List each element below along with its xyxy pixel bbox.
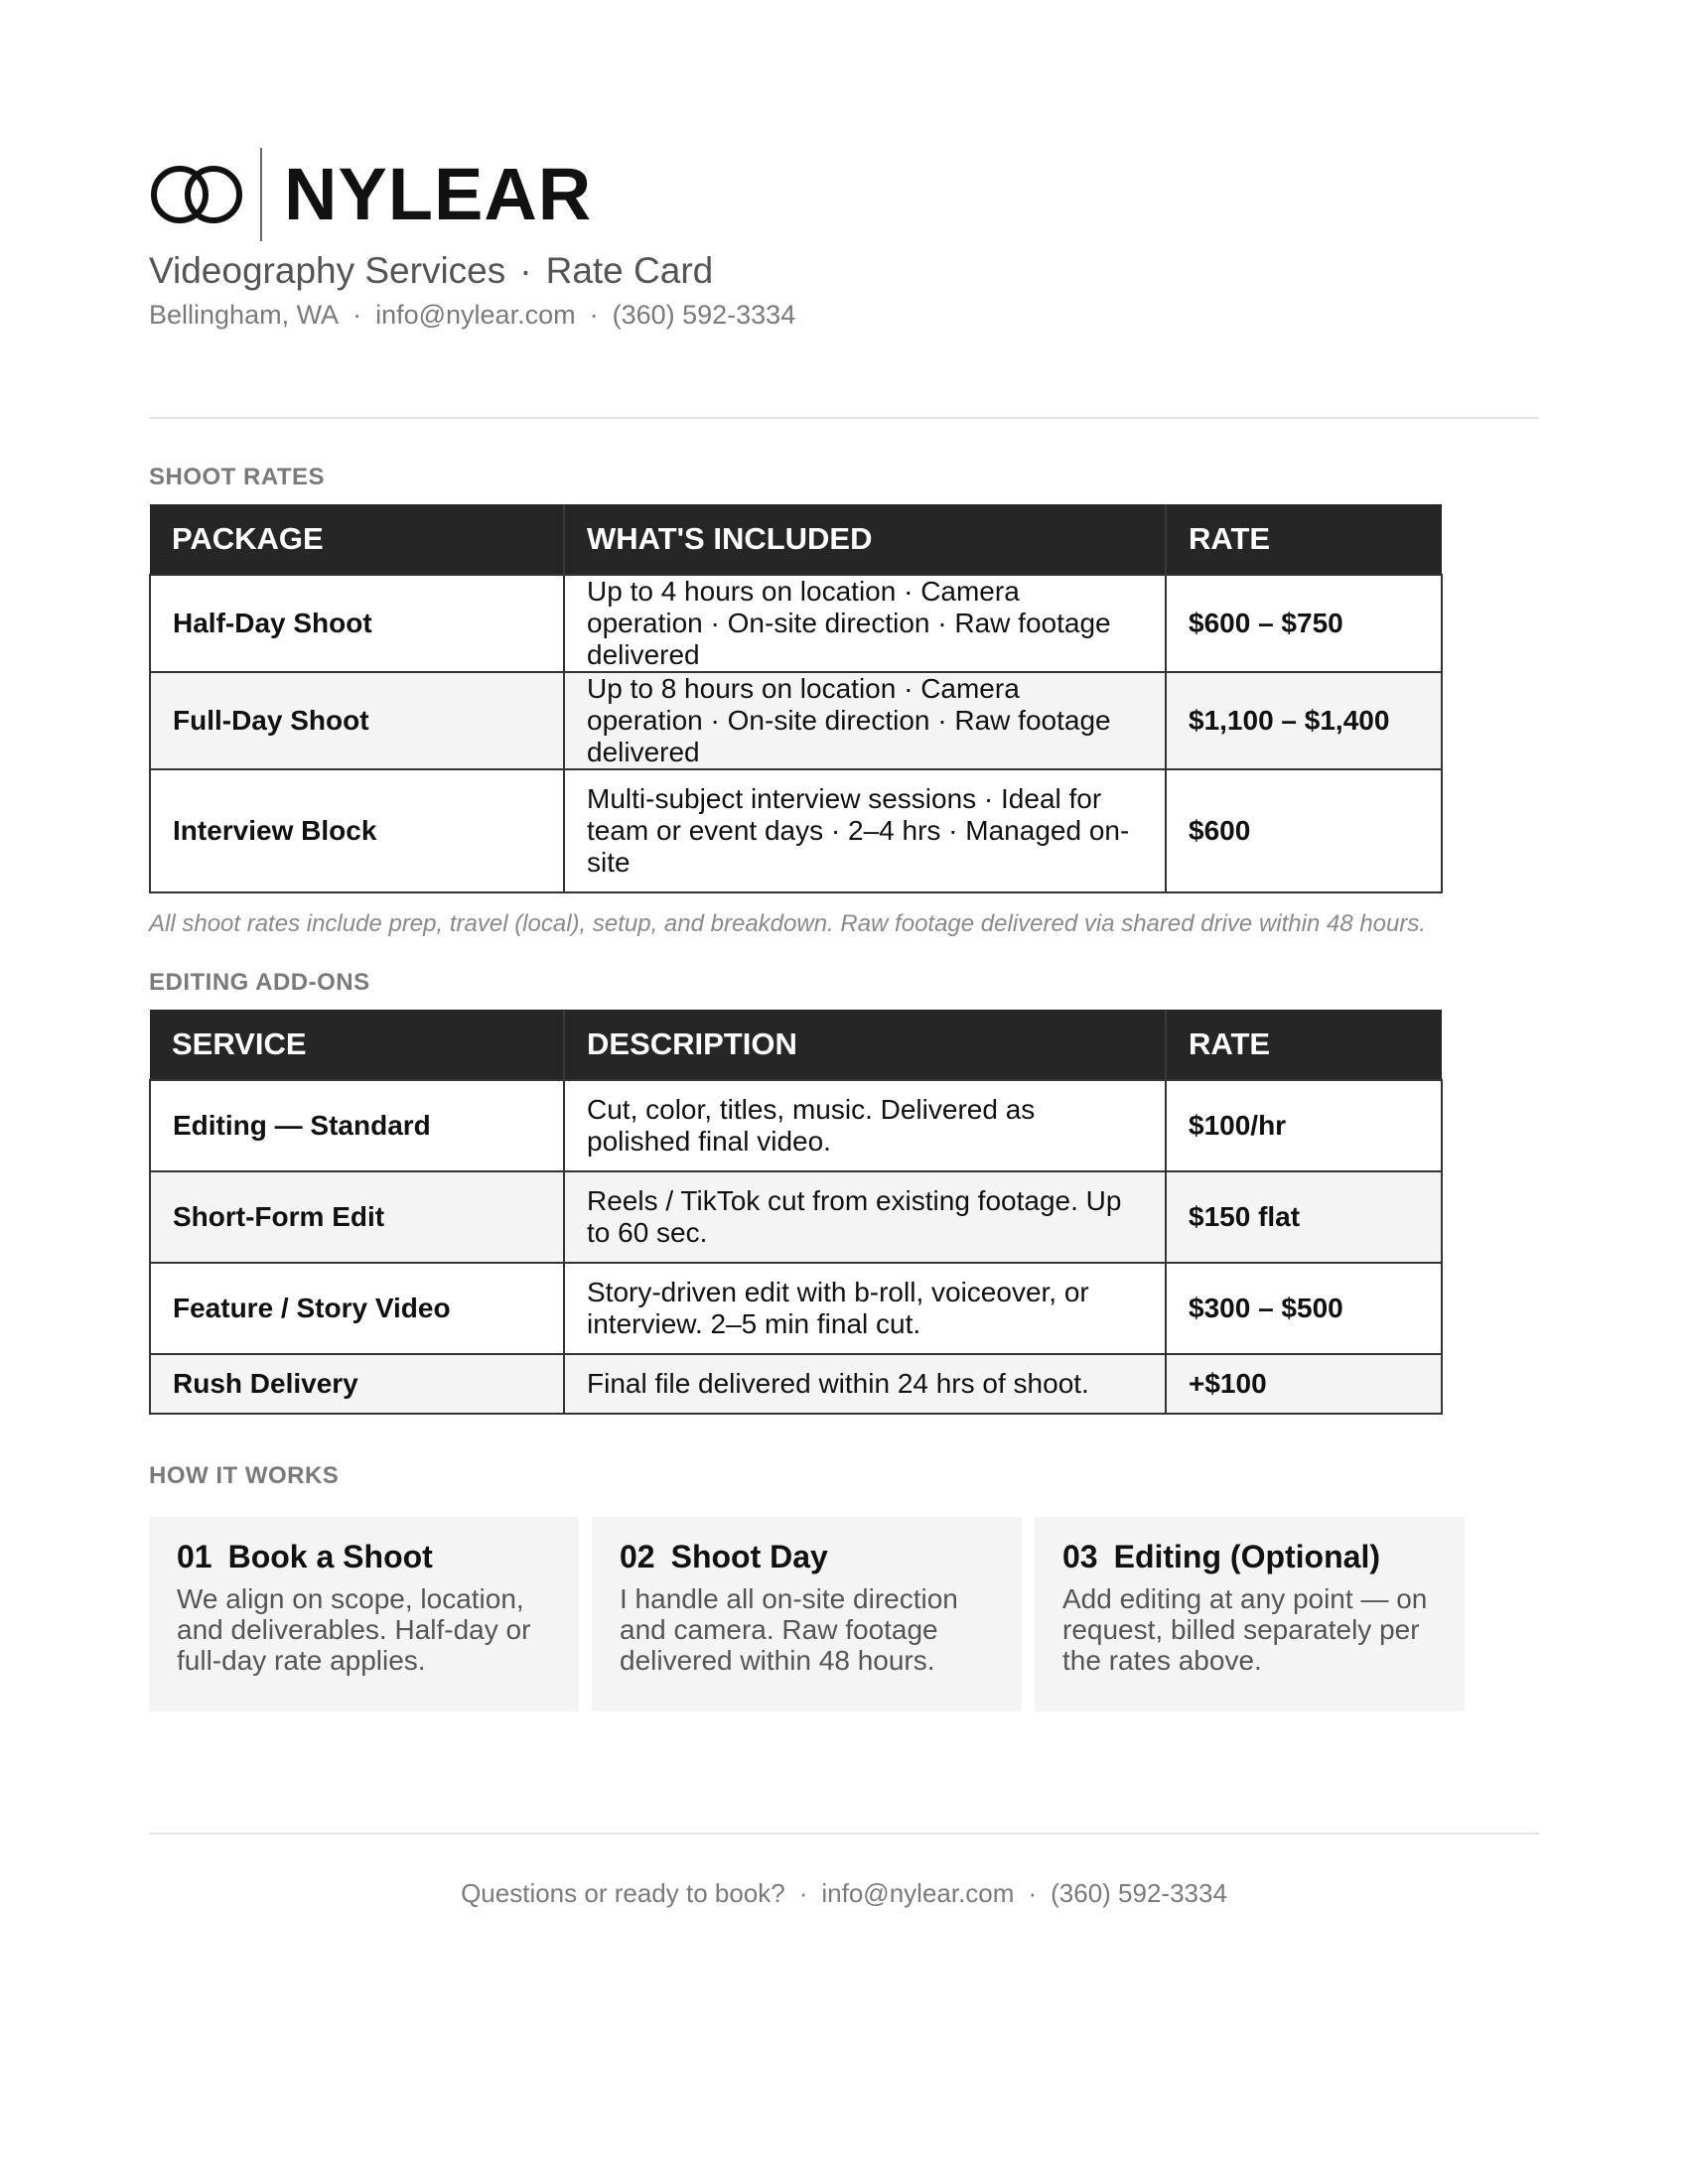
service-rate: +$100 [1166,1354,1442,1414]
logo-divider [260,148,262,241]
divider [149,1833,1539,1835]
step-title [1062,1539,1437,1575]
column-header-description: DESCRIPTION [564,1010,1166,1080]
service-rate: $300 – $500 [1166,1263,1442,1354]
footer-prompt: Questions or ready to book? [461,1878,785,1908]
table-row [150,769,1442,892]
section-label-shoot-rates: SHOOT RATES [149,464,326,490]
service-name: Rush Delivery [150,1354,564,1414]
document-subtitle [149,250,713,292]
column-header-included: WHAT'S INCLUDED [564,504,1166,575]
step-heading: Shoot Day [670,1539,828,1574]
service-description: Reels / TikTok cut from existing footage. Up to 60 sec. [564,1171,1166,1263]
separator: · [352,300,362,330]
package-name: Half-Day Shoot [150,575,564,672]
step-number: 01 [177,1539,212,1574]
separator: · [1028,1878,1038,1908]
interlocking-rings-icon [149,160,244,229]
package-rate: $600 [1166,769,1442,892]
column-header-rate: RATE [1166,1010,1442,1080]
package-name: Full-Day Shoot [150,672,564,769]
table-row [150,672,1442,769]
service-name: Feature / Story Video [150,1263,564,1354]
step-body: I handle all on-site direction and camera. Raw footage delivered within 48 hours. [620,1583,958,1676]
step-card [592,1517,1022,1711]
step-heading: Book a Shoot [227,1539,433,1574]
editing-addons-table [149,1010,1443,1415]
phone-link[interactable]: (360) 592-3334 [612,300,796,330]
column-header-rate: RATE [1166,504,1442,575]
service-rate: $150 flat [1166,1171,1442,1263]
header-contact [149,300,795,331]
separator: · [519,250,532,291]
package-rate: $1,100 – $1,400 [1166,672,1442,769]
package-rate: $600 – $750 [1166,575,1442,672]
logo [149,147,592,242]
footer-contact [0,1878,1688,1909]
footer-phone-link[interactable]: (360) 592-3334 [1051,1878,1227,1908]
step-card [1035,1517,1465,1711]
step-title [177,1539,551,1575]
step-number: 02 [620,1539,655,1574]
section-label-how-it-works: HOW IT WORKS [149,1462,340,1489]
location-text: Bellingham, WA [149,300,340,330]
table-header-row [150,1010,1442,1080]
package-name: Interview Block [150,769,564,892]
table-row [150,1354,1442,1414]
service-name: Editing — Standard [150,1080,564,1171]
footer-email-link[interactable]: info@nylear.com [821,1878,1015,1908]
table-header-row [150,504,1442,575]
email-link[interactable]: info@nylear.com [375,300,576,330]
section-label-editing-addons: EDITING ADD-ONS [149,969,370,996]
table-row [150,1263,1442,1354]
package-description: Multi-subject interview sessions · Ideal for team or event days · 2–4 hrs · Managed on-site [564,769,1166,892]
table-row [150,1080,1442,1171]
package-description: Up to 8 hours on location · Camera operation · On-site direction · Raw footage delivered [564,672,1166,769]
step-number: 03 [1062,1539,1098,1574]
service-description: Story-driven edit with b-roll, voiceover, or interview. 2–5 min final cut. [564,1263,1166,1354]
step-body: Add editing at any point — on request, billed separately per the rates above. [1062,1583,1428,1676]
table-row [150,575,1442,672]
service-rate: $100/hr [1166,1080,1442,1171]
column-header-package: PACKAGE [150,504,564,575]
table-row [150,1171,1442,1263]
shoot-rates-note: All shoot rates include prep, travel (local), setup, and breakdown. Raw footage delivered via shared drive within 48 hours. [149,910,1427,937]
service-description: Final file delivered within 24 hrs of shoot. [564,1354,1166,1414]
service-description: Cut, color, titles, music. Delivered as polished final video. [564,1080,1166,1171]
step-body: We align on scope, location, and deliverables. Half-day or full-day rate applies. [177,1583,531,1676]
step-card [149,1517,579,1711]
how-it-works-steps [149,1517,1465,1711]
package-description: Up to 4 hours on location · Camera operation · On-site direction · Raw footage delivered [564,575,1166,672]
step-title [620,1539,994,1575]
subtitle-service: Videography Services [149,250,506,291]
subtitle-doc-type: Rate Card [545,250,714,291]
step-heading: Editing (Optional) [1113,1539,1380,1574]
column-header-service: SERVICE [150,1010,564,1080]
divider [149,417,1539,419]
brand-name: NYLEAR [284,153,593,235]
service-name: Short-Form Edit [150,1171,564,1263]
separator: · [589,300,599,330]
separator: · [798,1878,808,1908]
shoot-rates-table [149,504,1443,893]
